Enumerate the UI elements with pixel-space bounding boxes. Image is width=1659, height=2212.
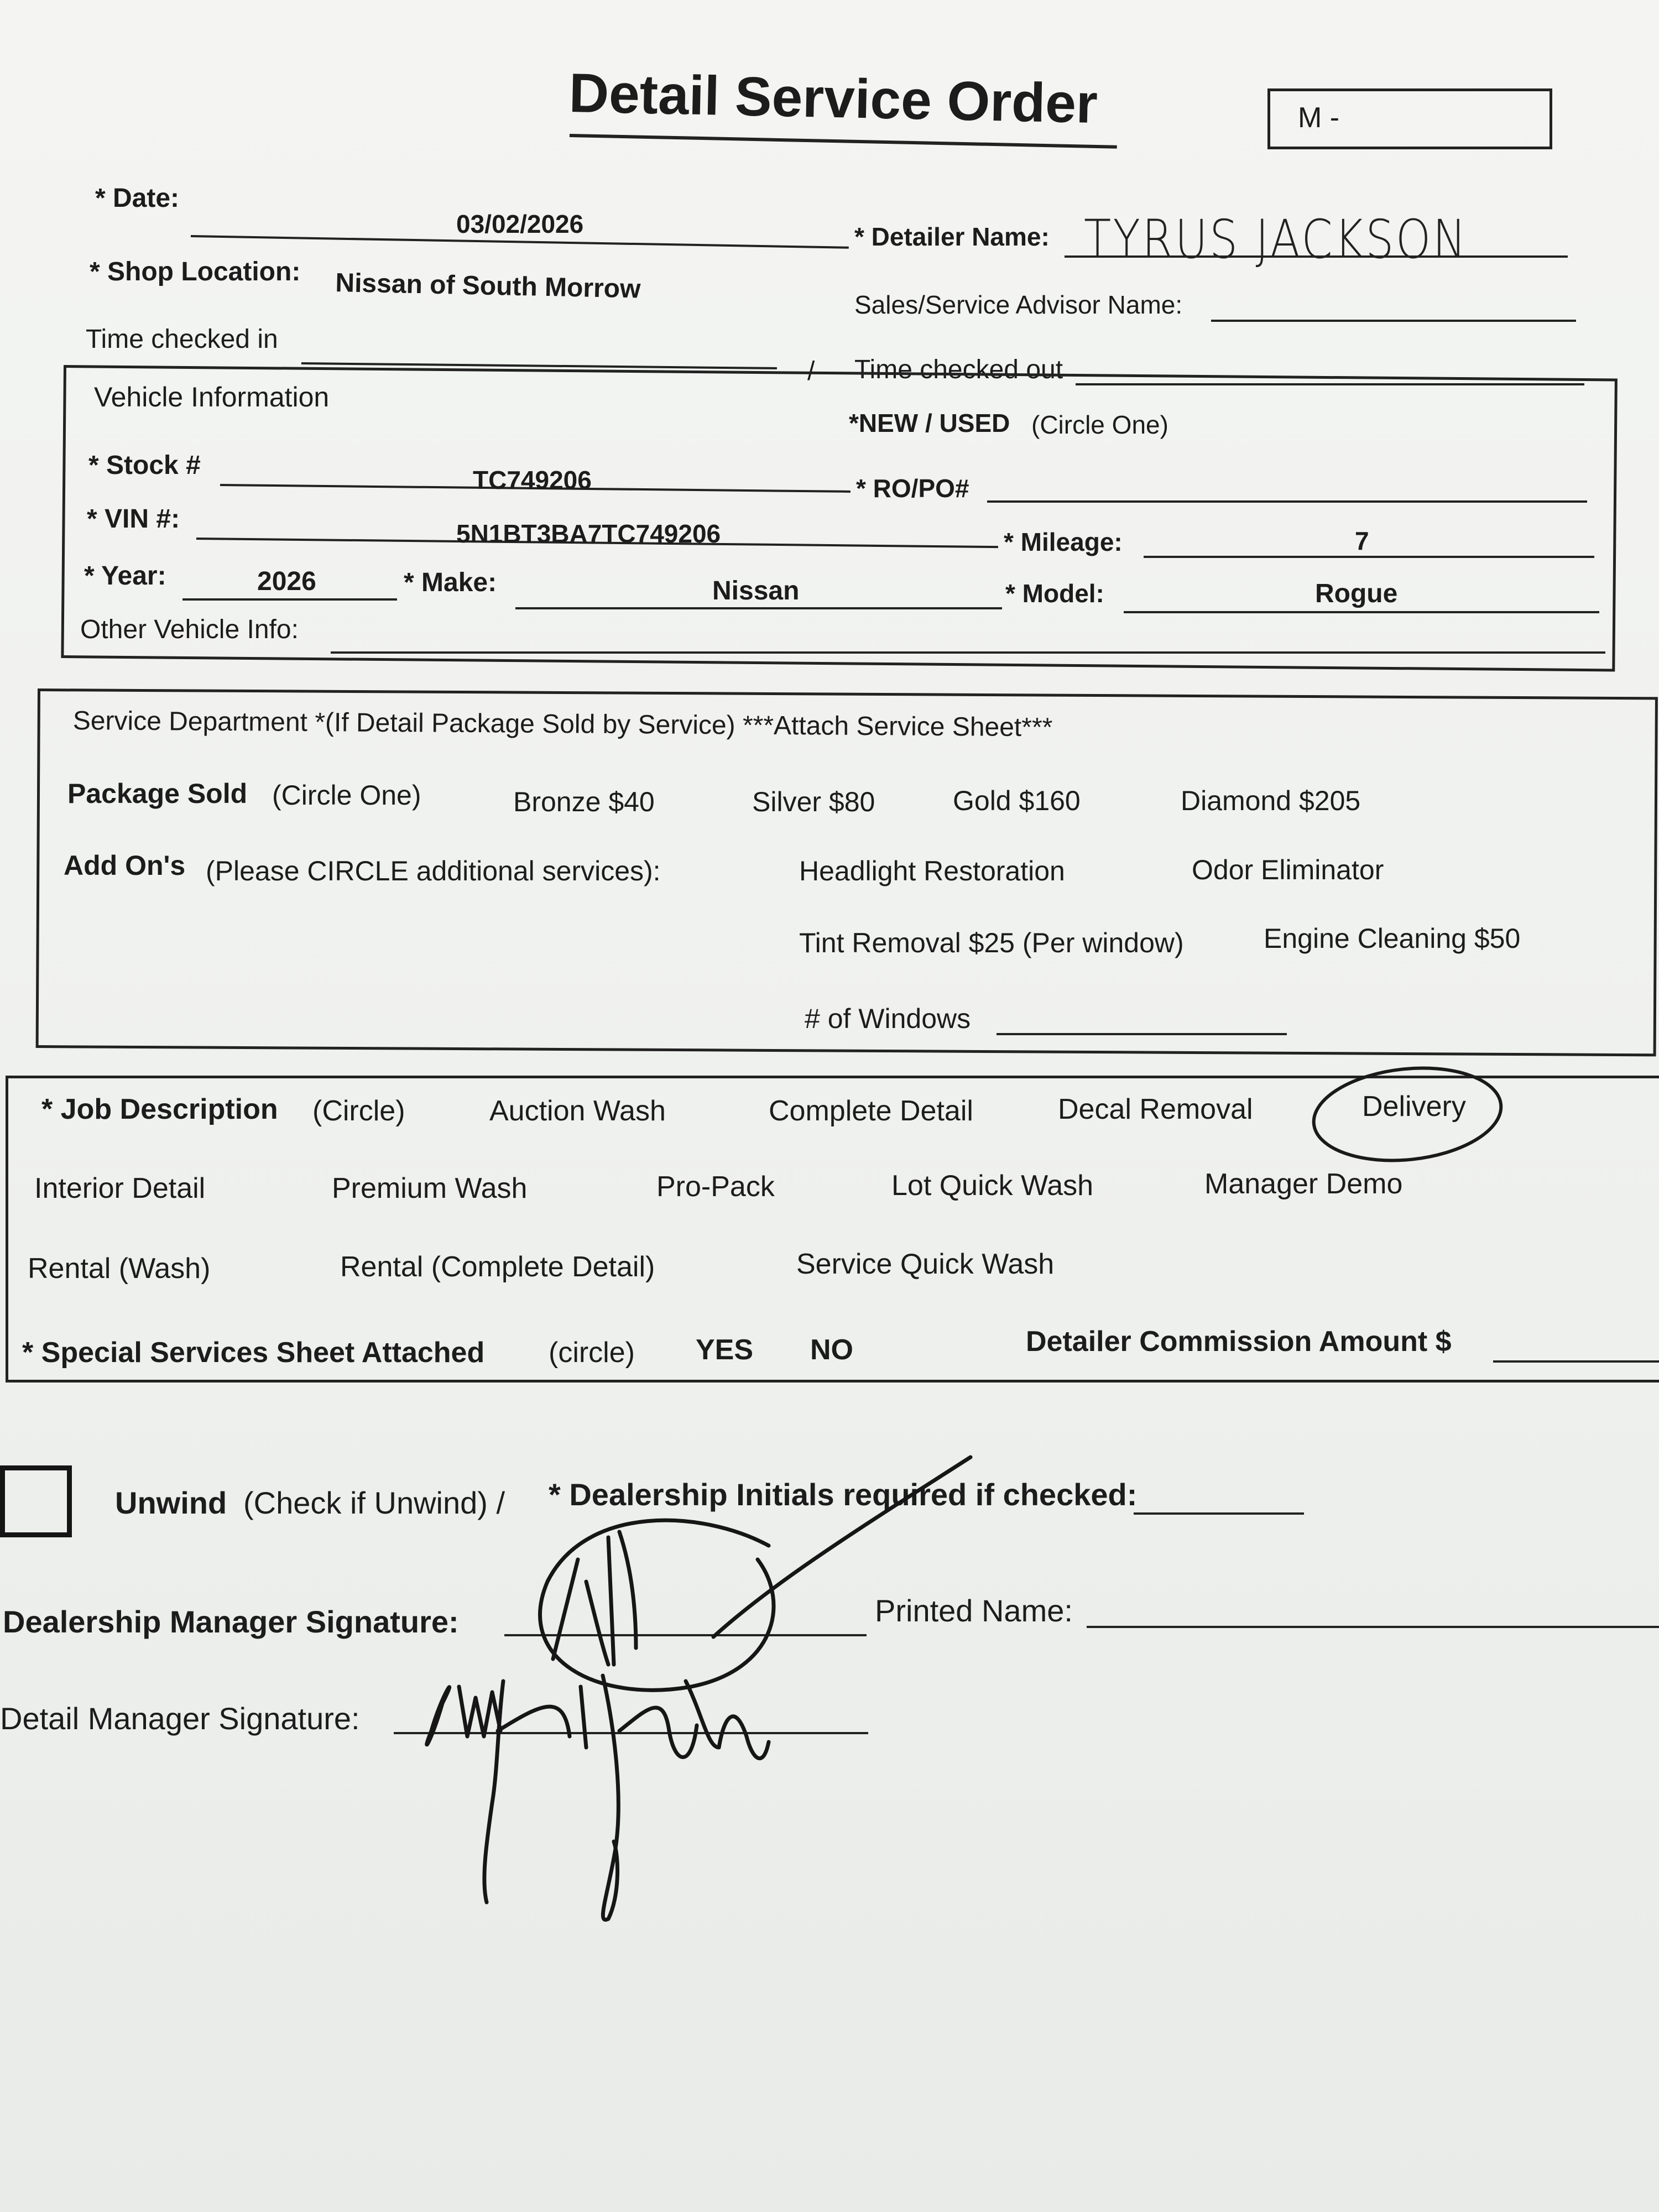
addons-label: Add On's <box>64 850 186 881</box>
addon-headlight-restoration: Headlight Restoration <box>799 855 1065 886</box>
dealership-signature-label: Dealership Manager Signature: <box>3 1604 459 1639</box>
dealership-signature-line[interactable] <box>504 1634 867 1636</box>
mileage-value: 7 <box>1355 526 1369 555</box>
time-separator: / <box>807 357 815 386</box>
job-rental-complete-detail: Rental (Complete Detail) <box>340 1251 655 1283</box>
commission-label: Detailer Commission Amount $ <box>1026 1326 1452 1358</box>
commission-line <box>1493 1360 1659 1363</box>
unwind-initials-line[interactable] <box>1134 1512 1304 1515</box>
year-line <box>182 598 397 601</box>
job-manager-demo: Manager Demo <box>1204 1168 1403 1200</box>
detailer-name-handwritten: TYRUS JACKSON <box>1084 208 1468 270</box>
model-line <box>1124 611 1599 613</box>
order-number-prefix: M - <box>1298 102 1340 134</box>
printed-name-label: Printed Name: <box>875 1593 1073 1628</box>
vin-value: 5N1BT3BA7TC749206 <box>456 519 721 548</box>
time-in-label: Time checked in <box>86 325 278 354</box>
addon-engine-cleaning: Engine Cleaning $50 <box>1264 923 1521 954</box>
detailer-name-label: * Detailer Name: <box>854 222 1050 251</box>
job-auction-wash: Auction Wash <box>489 1095 666 1127</box>
title-underline <box>570 134 1117 149</box>
special-services-label: * Special Services Sheet Attached <box>22 1337 485 1369</box>
package-sold-hint: (Circle One) <box>272 780 421 811</box>
model-value: Rogue <box>1315 579 1398 608</box>
new-used-label: *NEW / USED <box>849 409 1010 437</box>
job-premium-wash: Premium Wash <box>332 1172 528 1204</box>
special-services-no: NO <box>810 1334 853 1366</box>
package-diamond: Diamond $205 <box>1181 785 1361 816</box>
date-value: 03/02/2026 <box>456 210 584 238</box>
time-out-label: Time checked out <box>854 355 1063 384</box>
ro-po-line <box>987 500 1587 503</box>
other-vehicle-info-line <box>331 651 1605 654</box>
job-lot-quick-wash: Lot Quick Wash <box>891 1170 1094 1202</box>
printed-name-line[interactable] <box>1087 1626 1659 1628</box>
detail-manager-signature-label: Detail Manager Signature: <box>0 1701 360 1736</box>
new-used-hint: (Circle One) <box>1031 410 1168 439</box>
windows-line <box>997 1033 1287 1035</box>
job-delivery: Delivery <box>1362 1091 1466 1123</box>
ro-po-label: * RO/PO# <box>856 474 969 503</box>
addon-tint-removal: Tint Removal $25 (Per window) <box>799 927 1184 958</box>
job-description-label: * Job Description <box>41 1093 278 1125</box>
package-sold-label: Package Sold <box>67 778 248 809</box>
job-pro-pack: Pro-Pack <box>656 1171 775 1203</box>
job-complete-detail: Complete Detail <box>769 1095 973 1127</box>
package-gold: Gold $160 <box>953 785 1081 816</box>
job-rental-wash: Rental (Wash) <box>28 1253 211 1285</box>
special-services-yes: YES <box>696 1334 754 1366</box>
service-heading: Service Department *(If Detail Package Sold by Service) ***Attach Service Sheet*** <box>72 706 1053 743</box>
other-vehicle-info-label: Other Vehicle Info: <box>80 615 299 644</box>
year-label: * Year: <box>84 561 166 591</box>
vehicle-section-title: Vehicle Information <box>94 382 330 413</box>
job-service-quick-wash: Service Quick Wash <box>796 1248 1055 1280</box>
advisor-label: Sales/Service Advisor Name: <box>854 290 1183 319</box>
job-interior-detail: Interior Detail <box>34 1172 206 1204</box>
shop-location-label: * Shop Location: <box>90 257 301 286</box>
shop-location-value: Nissan of South Morrow <box>335 268 641 304</box>
year-value: 2026 <box>257 567 316 596</box>
unwind-hint: (Check if Unwind) / <box>243 1485 505 1520</box>
mileage-line <box>1144 556 1594 558</box>
make-label: * Make: <box>404 568 497 597</box>
windows-label: # of Windows <box>805 1003 971 1034</box>
order-number-box <box>1267 88 1552 149</box>
advisor-line <box>1211 320 1576 322</box>
unwind-label: Unwind <box>115 1485 227 1520</box>
make-value: Nissan <box>712 576 800 606</box>
model-label: * Model: <box>1005 579 1104 608</box>
mileage-label: * Mileage: <box>1004 528 1123 556</box>
job-description-hint: (Circle) <box>312 1095 405 1127</box>
package-bronze: Bronze $40 <box>513 786 655 817</box>
form-title: Detail Service Order <box>568 62 1098 135</box>
unwind-checkbox[interactable] <box>0 1465 72 1537</box>
make-line <box>515 607 1002 609</box>
addons-hint: (Please CIRCLE additional services): <box>206 855 661 886</box>
date-label: * Date: <box>95 184 180 213</box>
job-decal-removal: Decal Removal <box>1058 1093 1253 1125</box>
stock-value: TC749206 <box>473 466 592 494</box>
stock-label: * Stock # <box>88 451 201 480</box>
addon-odor-eliminator: Odor Eliminator <box>1192 854 1384 885</box>
unwind-initials-required: * Dealership Initials required if checked: <box>549 1477 1138 1512</box>
vin-label: * VIN #: <box>87 504 180 534</box>
special-services-hint: (circle) <box>549 1337 635 1369</box>
detail-manager-signature-line[interactable] <box>394 1732 868 1734</box>
package-silver: Silver $80 <box>752 786 875 817</box>
